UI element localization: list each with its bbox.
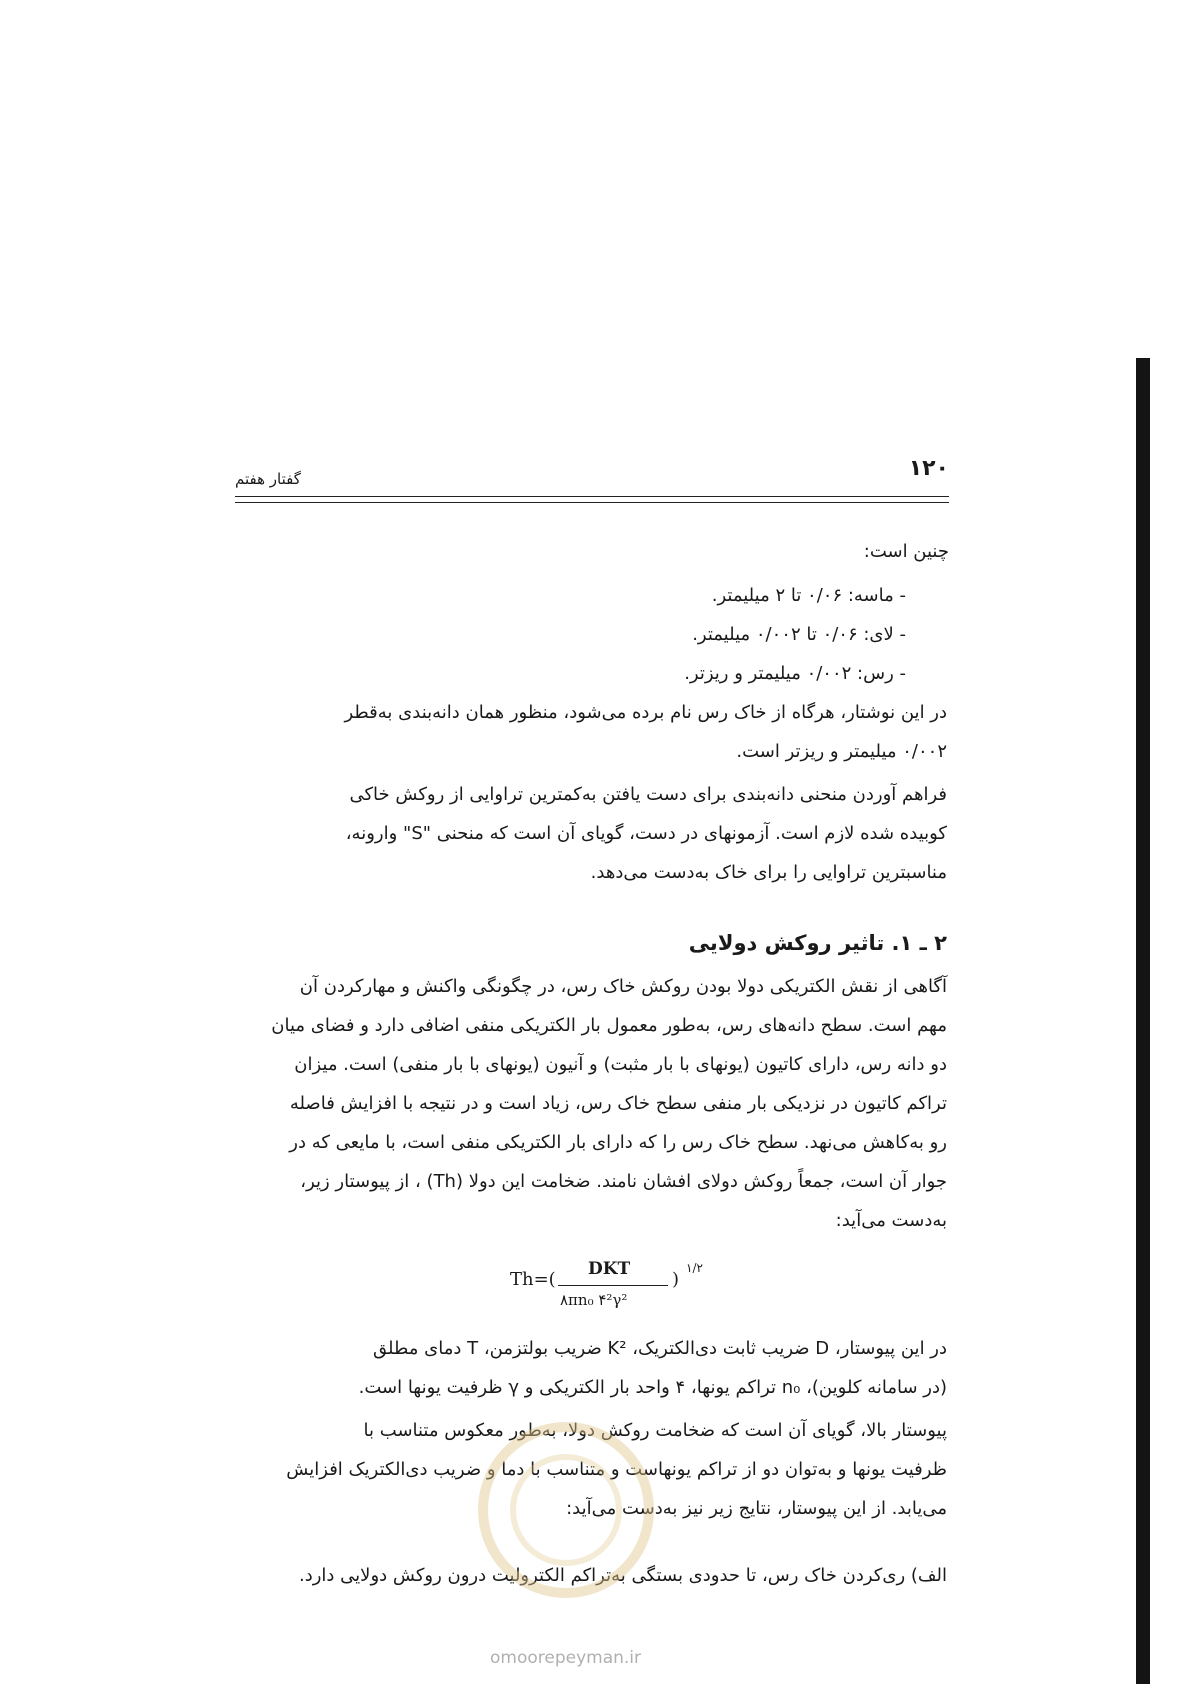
list-item-a: الف) ری‌کردن خاک رس، تا حدودی بستگی به‌تراکم الکترولیت درون روکش دولایی دارد.	[299, 1565, 947, 1586]
para3-line3: دو دانه رس، دارای کاتیون (یونهای با بار مثبت) و آنیون (یونهای با بار منفی) است. میزان	[294, 1054, 947, 1075]
formula-numerator: DKT	[588, 1259, 631, 1279]
debye-formula	[500, 1255, 730, 1325]
size-item-clay: - رس: ۰/۰۰۲ میلیمتر و ریزتر.	[684, 663, 906, 684]
section-heading: ۲ ـ ۱. تاثیر روکش دولایی	[688, 931, 947, 955]
formula-denominator: ۸πn₀ ۴²γ²	[560, 1291, 628, 1309]
para5-line3: می‌یابد. از این پیوستار، نتایج زیر نیز به‌دست می‌آید:	[566, 1498, 947, 1519]
formula-lhs: Th=(	[510, 1269, 556, 1290]
para3-line6: جوار آن است، جمعاً روکش دولای افشان نامند. ضخامت این دولا (Th) ، از پیوستار زیر،	[300, 1171, 947, 1192]
size-item-sand: - ماسه: ۰/۰۶ تا ۲ میلیمتر.	[711, 585, 906, 606]
header-rule-secondary	[235, 502, 949, 503]
chapter-title: گفتار هفتم	[235, 470, 301, 488]
para1-line2: ۰/۰۰۲ میلیمتر و ریزتر است.	[736, 741, 947, 762]
para3-line1: آگاهی از نقش الکتریکی دولا بودن روکش خاک رس، در چگونگی واکنش و مهارکردن آن	[299, 976, 947, 997]
fraction-bar	[558, 1285, 668, 1286]
header-rule	[235, 496, 949, 497]
watermark-seal-inner	[510, 1454, 622, 1566]
page-edge-bar	[1136, 358, 1150, 1684]
intro-line: چنین است:	[863, 541, 949, 562]
para2-line2: کوبیده شده لازم است. آزمونهای در دست، گویای آن است که منحنی "S" وارونه،	[345, 823, 947, 844]
para5-line1: پیوستار بالا، گویای آن است که ضخامت روکش دولا، به‌طور معکوس متناسب با	[363, 1420, 947, 1441]
page-header	[235, 456, 949, 500]
para2-line1: فراهم آوردن منحنی دانه‌بندی برای دست یافتن به‌کمترین تراوایی از روکش خاکی	[349, 784, 947, 805]
para3-line7: به‌دست می‌آید:	[835, 1210, 947, 1231]
para4-line1: در این پیوستار، D ضریب ثابت دی‌الکتریک، K² ضریب بولتزمن، T دمای مطلق	[373, 1338, 947, 1359]
watermark-url: omoorepeyman.ir	[490, 1648, 642, 1668]
para3-line5: رو به‌کاهش می‌نهد. سطح خاک رس را که دارای بار الکتریکی منفی است، با مایعی که در	[289, 1132, 947, 1153]
formula-exponent: ۱/۲	[686, 1261, 703, 1275]
formula-close-paren: )	[672, 1269, 680, 1290]
para2-line3: مناسبترین تراوایی را برای خاک به‌دست می‌دهد.	[590, 862, 947, 883]
size-item-silt: - لای: ۰/۰۶ تا ۰/۰۰۲ میلیمتر.	[692, 624, 906, 645]
para3-line2: مهم است. سطح دانه‌های رس، به‌طور معمول بار الکتریکی منفی اضافی دارد و فضای میان	[271, 1015, 947, 1036]
para3-line4: تراکم کاتیون در نزدیکی بار منفی سطح خاک رس، زیاد است و در نتیجه با افزایش فاصله	[289, 1093, 947, 1114]
para4-line2: (در سامانه کلوین)، n₀ تراکم یونها، ۴ واحد بار الکتریکی و γ ظرفیت یونها است.	[358, 1377, 947, 1398]
para1-line1: در این نوشتار، هرگاه از خاک رس نام برده می‌شود، منظور همان دانه‌بندی به‌قطر	[344, 702, 947, 723]
para5-line2: ظرفیت یونها و به‌توان دو از تراکم یونهاست و متناسب با دما و ضریب دی‌الکتریک افزایش	[286, 1459, 947, 1480]
page-number: ۱۲۰	[908, 456, 949, 481]
